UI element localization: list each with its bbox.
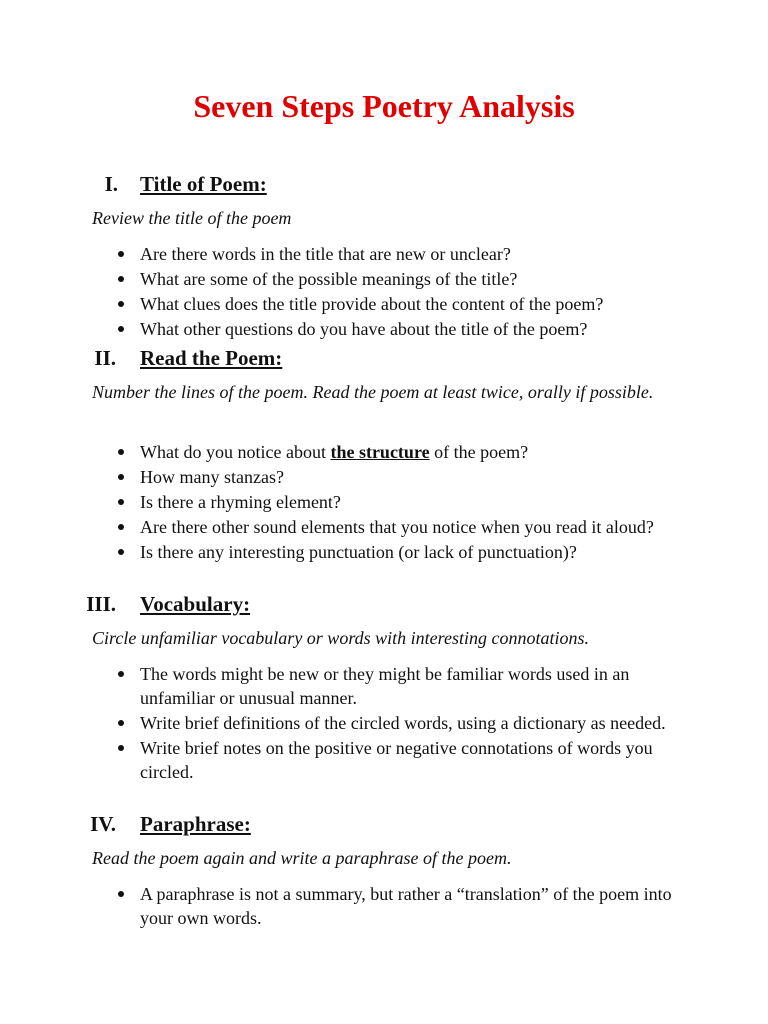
list-item-text: The words might be new or they might be familiar words used in an unfamiliar or unusual manner.	[140, 664, 630, 708]
bullet-list-paraphrase	[0, 882, 768, 931]
section-title: Vocabulary:	[140, 592, 251, 616]
section-instruction: Review the title of the poem	[92, 208, 292, 228]
list-item-text-after: of the poem?	[429, 442, 529, 462]
list-item	[0, 515, 680, 539]
list-item-text: How many stanzas?	[140, 467, 284, 487]
bullet-list-read-the-poem	[0, 440, 768, 565]
bullet-icon	[118, 549, 124, 555]
list-item-text: Are there words in the title that are new or unclear?	[140, 244, 511, 264]
list-item-text: Is there any interesting punctuation (or lack of punctuation)?	[140, 542, 577, 562]
section-numeral: IV.	[90, 812, 116, 836]
bullet-icon	[118, 326, 124, 332]
bullet-icon	[118, 524, 124, 530]
list-item	[0, 317, 680, 341]
section-instruction: Read the poem again and write a paraphrase of the poem.	[92, 848, 512, 868]
list-item	[0, 267, 680, 291]
bullet-icon	[118, 449, 124, 455]
section-numeral: I.	[104, 172, 118, 196]
list-item-text-before: What do you notice about	[140, 442, 331, 462]
bullet-list-vocabulary	[0, 662, 768, 785]
section-title: Title of Poem:	[140, 172, 267, 196]
section-instruction: Number the lines of the poem. Read the poem at least twice, orally if possible.	[92, 382, 654, 402]
list-item-text: Are there other sound elements that you notice when you read it aloud?	[140, 517, 654, 537]
list-item	[0, 711, 680, 735]
list-item	[0, 242, 680, 266]
section-title: Paraphrase:	[140, 812, 251, 836]
list-item	[0, 540, 680, 564]
list-item	[0, 662, 680, 710]
bullet-icon	[118, 891, 124, 897]
section-numeral: III.	[86, 592, 116, 616]
list-item-text: A paraphrase is not a summary, but rather a “translation” of the poem into your own words.	[140, 884, 672, 928]
bullet-icon	[118, 499, 124, 505]
list-item-text: Write brief notes on the positive or negative connotations of words you circled.	[140, 738, 653, 782]
section-instruction: Circle unfamiliar vocabulary or words with interesting connotations.	[92, 628, 589, 648]
section-numeral: II.	[94, 346, 116, 370]
list-item-text: Is there a rhyming element?	[140, 492, 341, 512]
bullet-icon	[118, 745, 124, 751]
bullet-icon	[118, 251, 124, 257]
bullet-icon	[118, 474, 124, 480]
bullet-list-title-of-poem	[0, 242, 768, 342]
list-item	[0, 736, 680, 784]
list-item	[0, 490, 680, 514]
document-title: Seven Steps Poetry Analysis	[193, 88, 575, 124]
list-item	[0, 292, 680, 316]
list-item	[0, 440, 680, 464]
list-item-text: What other questions do you have about the title of the poem?	[140, 319, 588, 339]
bullet-icon	[118, 720, 124, 726]
emphasized-text: the structure	[330, 442, 430, 462]
bullet-icon	[118, 301, 124, 307]
list-item-text: What are some of the possible meanings of the title?	[140, 269, 518, 289]
bullet-icon	[118, 276, 124, 282]
section-title: Read the Poem:	[140, 346, 283, 370]
bullet-icon	[118, 671, 124, 677]
list-item	[0, 882, 680, 930]
list-item-text: Write brief definitions of the circled words, using a dictionary as needed.	[140, 713, 666, 733]
list-item-text: What clues does the title provide about the content of the poem?	[140, 294, 604, 314]
list-item	[0, 465, 680, 489]
